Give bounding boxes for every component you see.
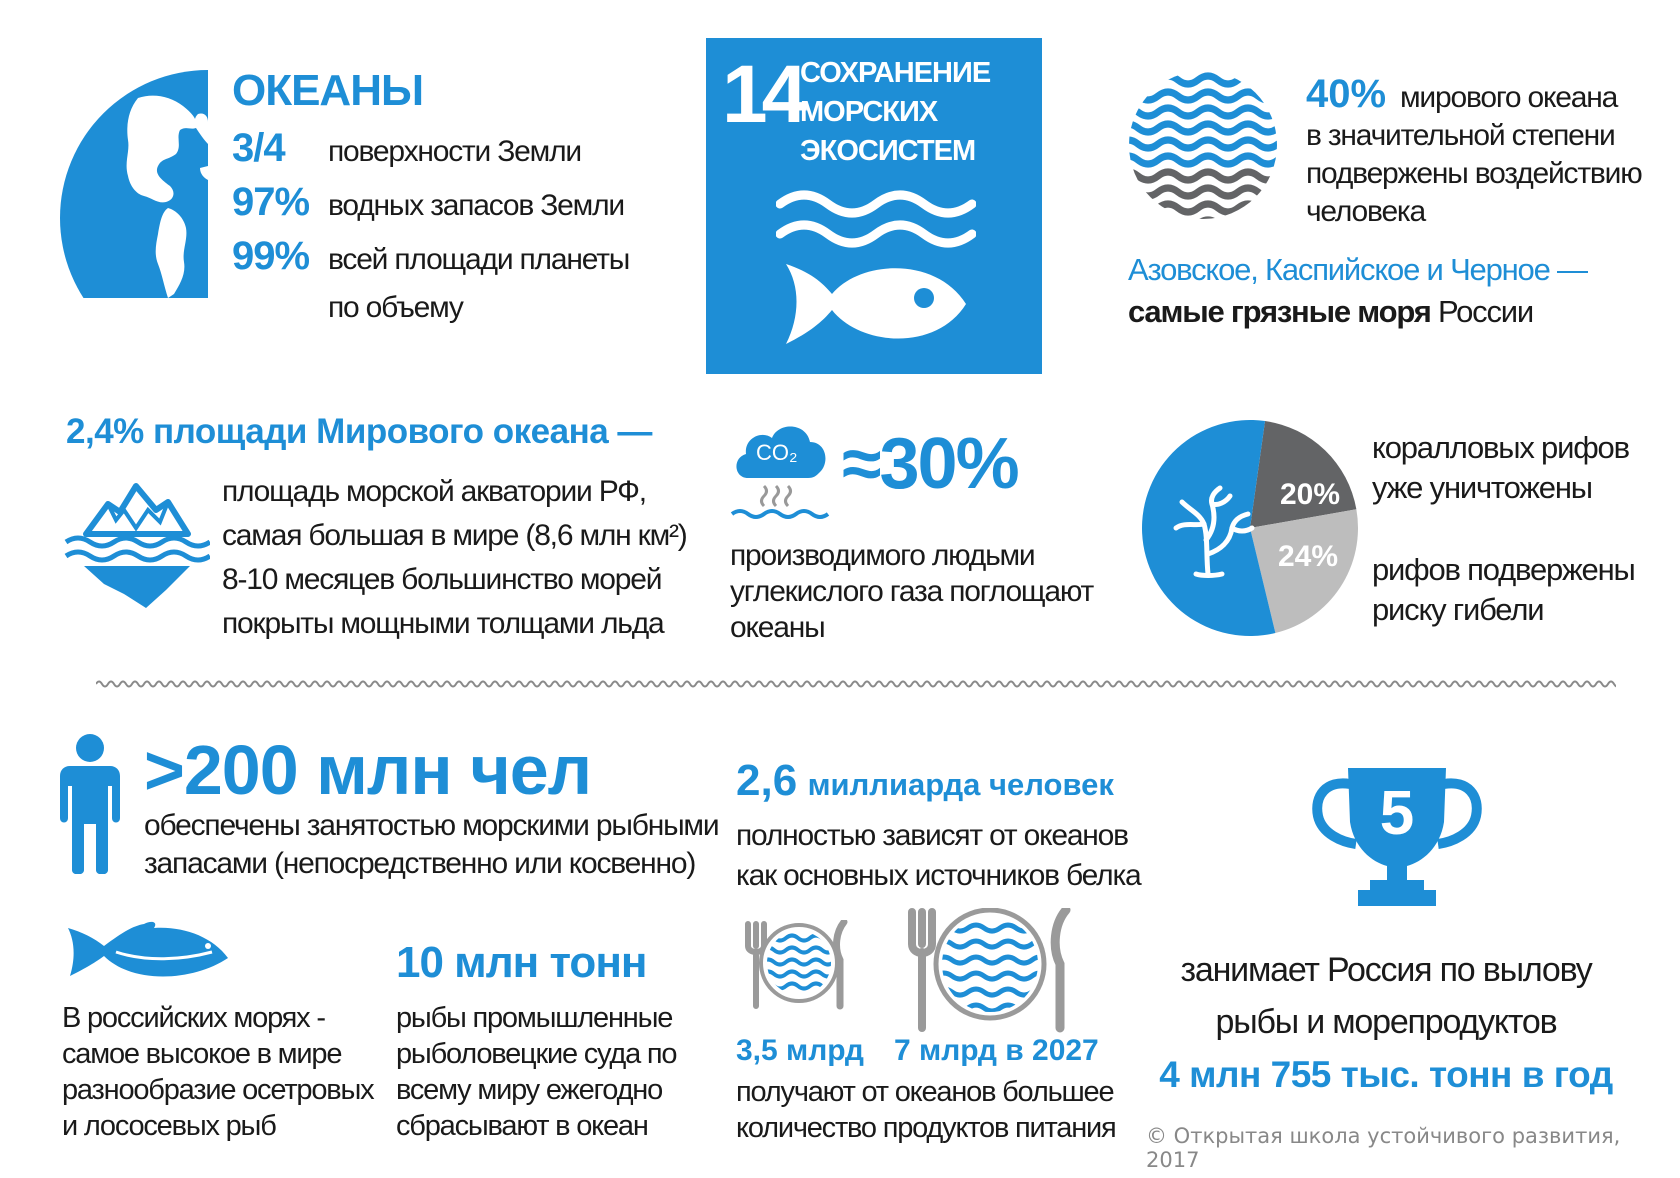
area-line-4: покрыты мощными толщами льда (222, 607, 664, 640)
stat-text-water: водных запасов Земли (328, 189, 624, 222)
stat-value-volume: 99% (232, 234, 310, 278)
impact-percent: 40% (1306, 72, 1387, 116)
area-line-1: площадь морской акватории РФ, (222, 475, 646, 508)
area-headline: 2,4% площади Мирового океана — (66, 412, 652, 451)
sdg-title-line-1: СОХРАНЕНИЕ (800, 57, 991, 89)
co2-line-3: океаны (730, 611, 825, 644)
impact-line-2: в значительной степени (1306, 119, 1615, 152)
pie-slice-destroyed (1250, 421, 1356, 528)
seas-line-2 (1128, 292, 1533, 332)
area-line-2: самая большая в мире (8,6 млн км²) (222, 519, 687, 552)
pie-label-risk: 24% (1277, 540, 1339, 573)
reef-destroyed-line-1: коралловых рифов (1372, 430, 1629, 465)
discard-line-4: сбрасывают в океан (396, 1110, 648, 1142)
salmon-icon (62, 920, 232, 990)
wavy-divider (96, 678, 1616, 690)
co2-line-2: углекислого газа поглощают (730, 575, 1094, 608)
discard-line-2: рыболовецкие суда по (396, 1038, 677, 1070)
impact-line-1: мирового океана (1400, 81, 1618, 114)
pie-label-destroyed: 20% (1279, 478, 1341, 511)
globe-icon (58, 68, 208, 298)
seas-rest: России (1438, 294, 1534, 329)
species-line-1: В российских морях - (62, 1002, 325, 1034)
oceans-title: ОКЕАНЫ (232, 66, 424, 115)
protein-value: 2,6 (736, 756, 798, 805)
food-value-b: 7 млрд в 2027 (894, 1034, 1099, 1067)
co2-line-1: производимого людьми (730, 539, 1035, 572)
co2-label: CO₂ (756, 440, 798, 465)
sdg-title (800, 54, 990, 171)
trophy-catch: 4 млн 755 тыс. тонн в год (1159, 1054, 1613, 1095)
food-value-a: 3,5 млрд (736, 1034, 864, 1067)
reef-risk-line-1: рифов подвержены (1372, 552, 1635, 587)
person-icon (60, 734, 120, 874)
co2-cloud-icon (730, 414, 830, 524)
food-line-1: получают от океанов большее (736, 1076, 1114, 1108)
stat-value-water: 97% (232, 180, 310, 224)
protein-value-row (736, 756, 1114, 806)
sdg-title-line-2: МОРСКИХ (800, 96, 938, 128)
reef-risk-line-2: риску гибели (1372, 592, 1544, 627)
protein-line-1: полностью зависят от океанов (736, 819, 1128, 852)
reef-pie-chart (1140, 418, 1360, 638)
reef-destroyed-line-2: уже уничтожены (1372, 470, 1592, 505)
stat-text-volume: всей площади планеты (328, 243, 630, 276)
protein-line-2: как основных источников белка (736, 859, 1141, 892)
trophy-line-2: рыбы и морепродуктов (1215, 1003, 1557, 1041)
food-line-2: количество продуктов питания (736, 1112, 1116, 1144)
employment-line-1: обеспечены занятостью морскими рыбными (144, 809, 719, 842)
employment-line-2: запасами (непосредственно или косвенно) (144, 847, 696, 880)
iceberg-icon (64, 480, 210, 612)
discard-line-3: всему миру ежегодно (396, 1074, 663, 1106)
trophy-number: 5 (1379, 779, 1415, 848)
species-line-2: самое высокое в мире (62, 1038, 342, 1070)
trophy-line-1: занимает Россия по вылову (1180, 951, 1592, 989)
plate-cutlery-icon (744, 920, 854, 1010)
discard-value: 10 млн тонн (396, 938, 647, 987)
species-line-4: и лососевых рыб (62, 1110, 276, 1142)
stat-text-surface: поверхности Земли (328, 135, 581, 168)
stat-value-surface: 3/4 (232, 126, 285, 170)
employment-value: >200 млн чел (144, 731, 592, 809)
trophy-icon (1312, 766, 1482, 916)
seas-line-1: Азовское, Каспийское и Черное — (1128, 252, 1587, 287)
protein-value-suffix: миллиарда человек (807, 767, 1114, 802)
seas-bold: самые грязные моря (1128, 294, 1431, 329)
discard-line-1: рыбы промышленные (396, 1002, 673, 1034)
sdg-title-line-3: ЭКОСИСТЕМ (800, 135, 976, 167)
area-line-3: 8-10 месяцев большинство морей (222, 563, 662, 596)
trophy-text (1136, 944, 1636, 1048)
stat-text-volume-cont: по объему (328, 291, 463, 324)
copyright: © Открытая школа устойчивого развития, 2017 (1146, 1124, 1621, 1172)
waves-circle-icon (1128, 70, 1278, 220)
sdg-number: 14 (722, 49, 802, 140)
plate-cutlery-icon-large (908, 908, 1074, 1034)
impact-line-4: человека (1306, 195, 1425, 228)
impact-line-3: подвержены воздействию (1306, 157, 1642, 190)
species-line-3: разнообразие осетровых (62, 1074, 374, 1106)
sdg-14-tile (706, 38, 1042, 374)
co2-value: ≈30% (842, 424, 1018, 504)
fish-waves-icon (776, 186, 976, 366)
